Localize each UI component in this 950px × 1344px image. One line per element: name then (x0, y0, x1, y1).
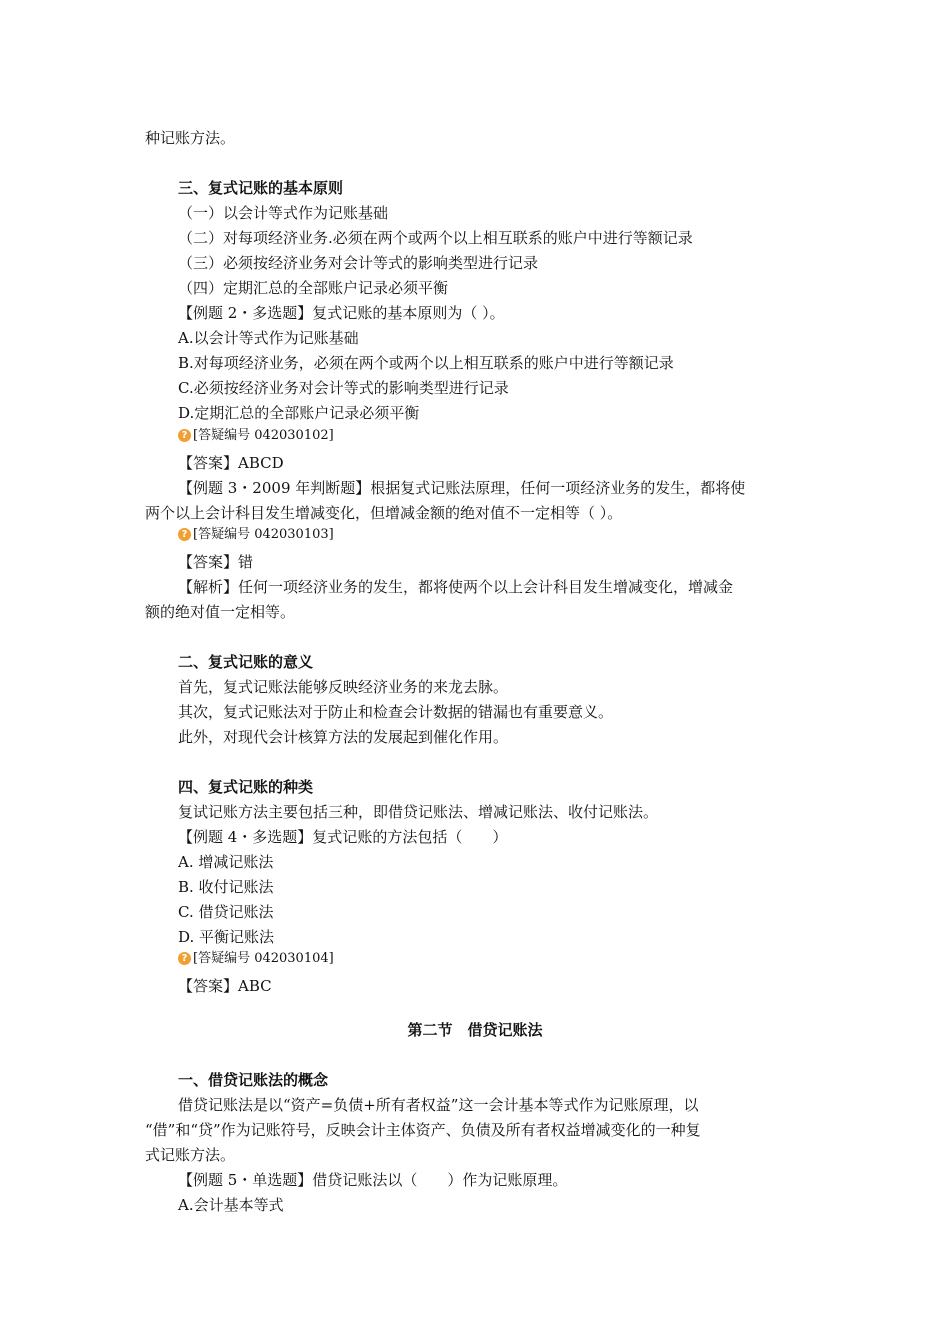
example-question: 【例题 5・单选题】借贷记账法以（ ）作为记账原理。 (178, 1171, 568, 1189)
option-item: A. 增减记账法 (178, 853, 274, 871)
example-question: 【例题 2・多选题】复式记账的基本原则为（ ）。 (178, 304, 505, 322)
question-mark-icon[interactable]: ? (178, 429, 191, 442)
paragraph-text: 借贷记账法是以“资产=负债+所有者权益”这一会计基本等式作为记账原理，以 (178, 1096, 699, 1114)
qa-reference-label: [答疑编号 042030103] (193, 527, 334, 542)
example-question: 两个以上会计科目发生增减变化，但增减金额的绝对值不一定相等（ ）。 (145, 504, 623, 522)
qa-reference[interactable] (178, 523, 334, 545)
question-mark-icon[interactable]: ? (178, 952, 191, 965)
explanation-text: 【解析】任何一项经济业务的发生，都将使两个以上会计科目发生增减变化，增减金 (178, 578, 734, 596)
principle-item: （四）定期汇总的全部账户记录必须平衡 (178, 279, 449, 297)
paragraph-text: 复试记账方法主要包括三种，即借贷记账法、增减记账法、收付记账法。 (178, 803, 659, 821)
option-item: B. 收付记账法 (178, 878, 274, 896)
answer-text: 【答案】ABCD (178, 454, 284, 472)
chapter-section-title: 第二节 借贷记账法 (407, 1021, 543, 1039)
section-heading: 四、复式记账的种类 (178, 778, 314, 796)
qa-reference-label: [答疑编号 042030102] (193, 428, 334, 443)
paragraph-text: 其次，复式记账法对于防止和检查会计数据的错漏也有重要意义。 (178, 703, 614, 721)
qa-reference-label: [答疑编号 042030104] (193, 951, 334, 966)
paragraph-text: 种记账方法。 (145, 129, 236, 147)
paragraph-text: 首先，复式记账法能够反映经济业务的来龙去脉。 (178, 678, 509, 696)
question-mark-icon[interactable]: ? (178, 528, 191, 541)
qa-reference[interactable] (178, 424, 334, 446)
example-question: 【例题 4・多选题】复式记账的方法包括（ ） (178, 828, 508, 846)
qa-reference[interactable] (178, 947, 334, 969)
section-heading: 三、复式记账的基本原则 (178, 179, 344, 197)
example-question: 【例题 3・2009 年判断题】根据复式记账法原理，任何一项经济业务的发生，都将使 (178, 479, 746, 497)
option-item: D.定期汇总的全部账户记录必须平衡 (178, 404, 420, 422)
option-item: A.会计基本等式 (178, 1196, 284, 1214)
principle-item: （一）以会计等式作为记账基础 (178, 204, 389, 222)
answer-text: 【答案】ABC (178, 977, 272, 995)
section-heading: 一、借贷记账法的概念 (178, 1071, 329, 1089)
option-item: C. 借贷记账法 (178, 903, 274, 921)
paragraph-text: 此外，对现代会计核算方法的发展起到催化作用。 (178, 728, 509, 746)
principle-item: （三）必须按经济业务对会计等式的影响类型进行记录 (178, 254, 539, 272)
principle-item: （二）对每项经济业务.必须在两个或两个以上相互联系的账户中进行等额记录 (178, 229, 693, 247)
section-heading: 二、复式记账的意义 (178, 653, 314, 671)
paragraph-text: 式记账方法。 (145, 1146, 236, 1164)
option-item: A.以会计等式作为记账基础 (178, 329, 359, 347)
paragraph-text: “借”和“贷”作为记账符号，反映会计主体资产、负债及所有者权益增减变化的一种复 (145, 1121, 701, 1139)
explanation-text: 额的绝对值一定相等。 (145, 603, 296, 621)
option-item: D. 平衡记账法 (178, 928, 275, 946)
answer-text: 【答案】错 (178, 553, 254, 571)
option-item: C.必须按经济业务对会计等式的影响类型进行记录 (178, 379, 509, 397)
option-item: B.对每项经济业务，必须在两个或两个以上相互联系的账户中进行等额记录 (178, 354, 674, 372)
